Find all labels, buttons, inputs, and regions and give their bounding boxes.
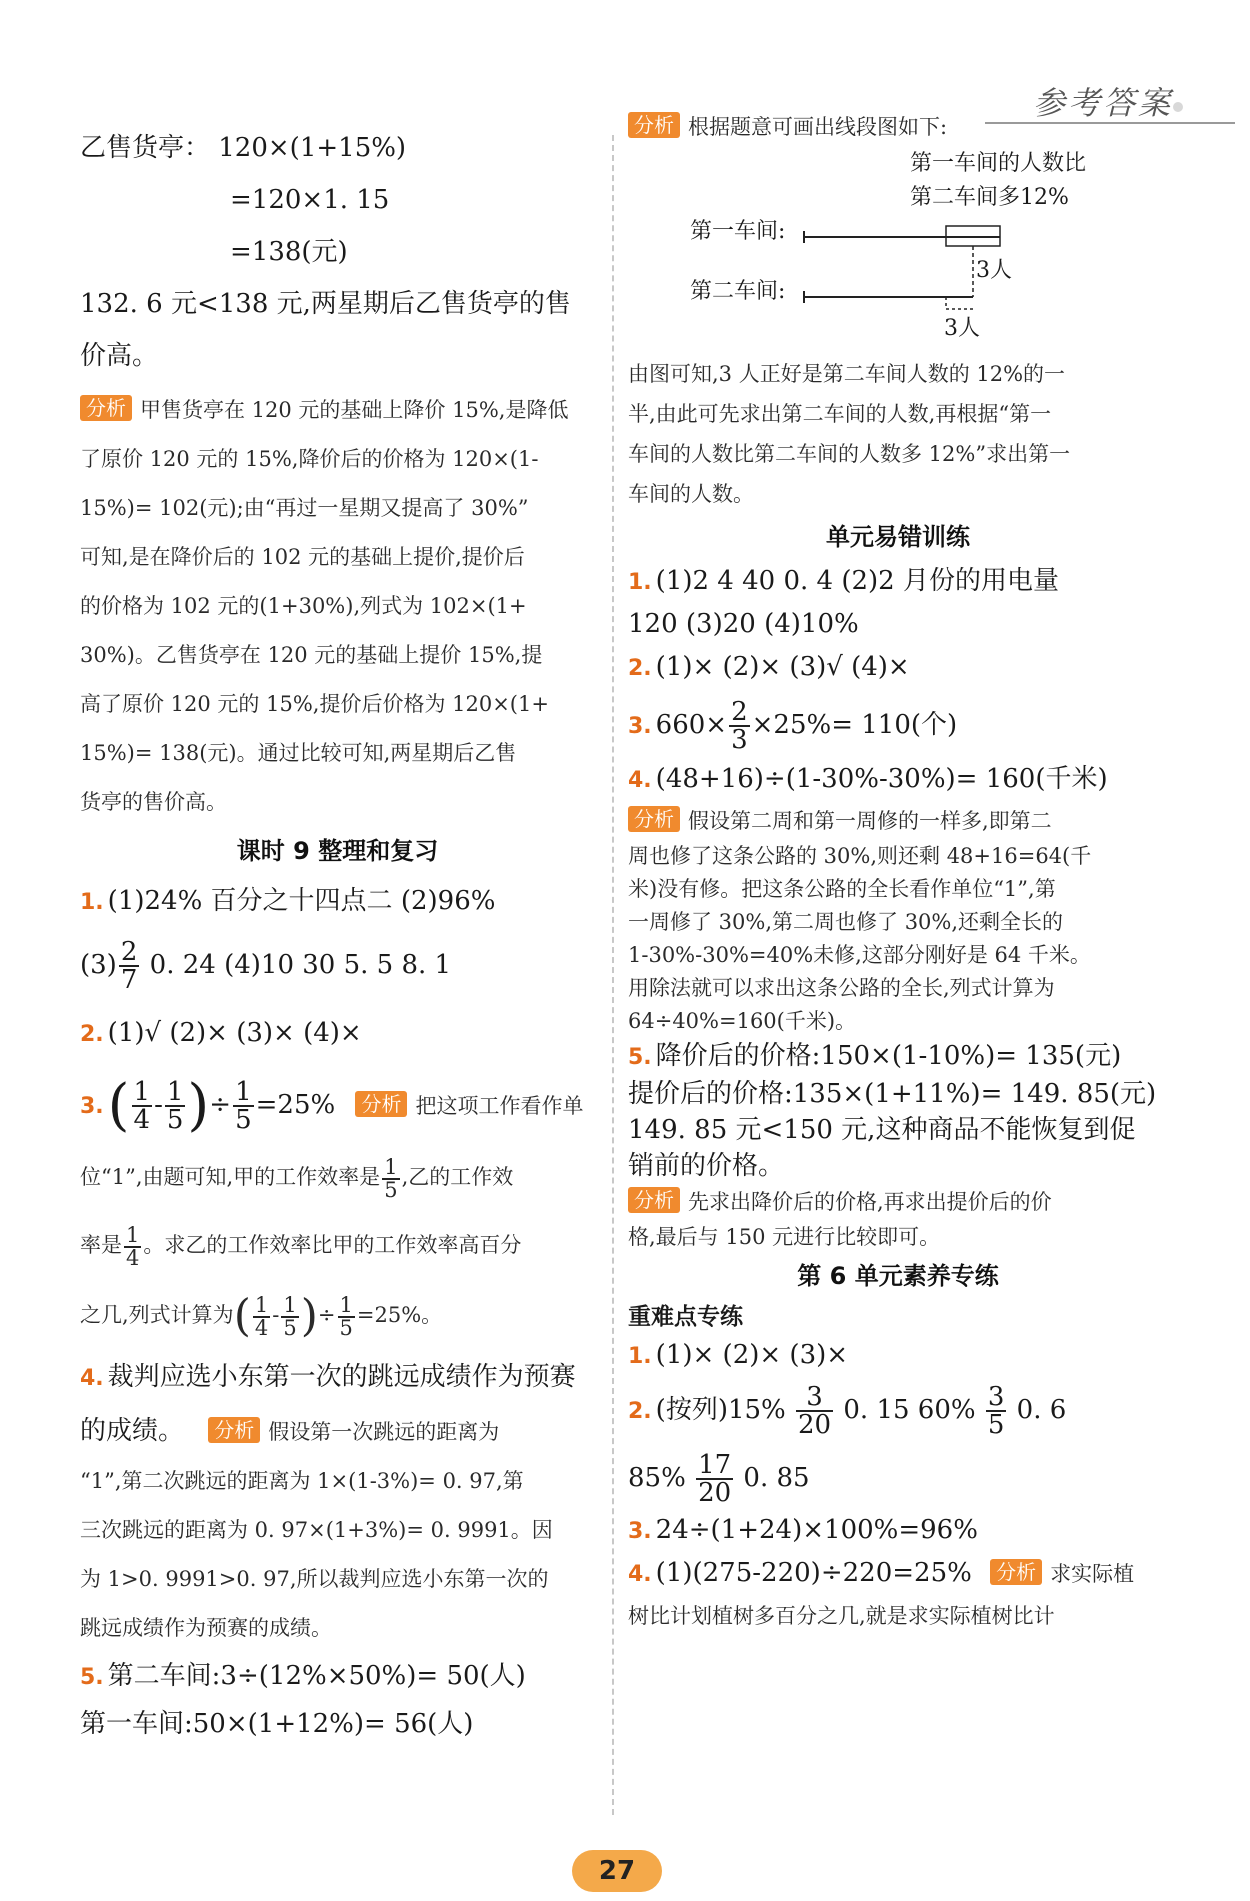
diagram-caption: 第二车间多12%	[910, 185, 1069, 210]
analysis-block	[80, 386, 595, 827]
analysis-line: 三次跳远的距离为 0. 97×(1+3%)= 0. 9991。因	[80, 1518, 553, 1542]
analysis-line: 15%)= 138(元)。通过比较可知,两星期后乙售	[80, 741, 517, 765]
answer-1-cont: (3) $\frac{2}{7}$ 0. 24 (4)10 30 5. 5 8. 1	[80, 937, 452, 995]
fraction: $\frac{1}{4}$	[133, 1077, 151, 1135]
segment-lines	[628, 146, 1048, 336]
answer-5: 5. 第二车间:3÷(12%×50%)= 50(人)	[80, 1661, 526, 1691]
conclusion-line: 132. 6 元<138 元,两星期后乙售货亭的售	[80, 289, 571, 319]
analysis-line: 1-30%-30%=40%未修,这部分刚好是 64 千米。	[628, 943, 1091, 967]
answer-3: 3. 24÷(1+24)×100%=96%	[628, 1515, 978, 1545]
question-number: 2.	[80, 1022, 104, 1047]
analysis-intro: 分析 根据题意可画出线段图如下:	[628, 108, 1168, 146]
analysis-line: 甲售货亭在 120 元的基础上降价 15%,是降低	[140, 398, 569, 422]
analysis-line: 15%)= 102(元);由“再过一星期又提高了 30%”	[80, 496, 529, 520]
answer-1: 1. (1)24% 百分之十四点二 (2)96%	[80, 886, 496, 916]
analysis-line: 树比计划植树多百分之几,就是求实际植树比计	[628, 1604, 1055, 1628]
analysis-line: 位“1”,由题可知,甲的工作效率是 $\frac{1}{5}$ ,乙的工作效	[80, 1154, 514, 1202]
answer-5-cont: 提价后的价格:135×(1+11%)= 149. 85(元)	[628, 1079, 1157, 1109]
left-column	[80, 122, 595, 1747]
analysis-line: “1”,第二次跳远的距离为 1×(1-3%)= 0. 97,第	[80, 1469, 524, 1493]
analysis-badge: 分析	[208, 1417, 260, 1443]
answer-5-cont: 149. 85 元<150 元,这种商品不能恢复到促	[628, 1115, 1136, 1145]
analysis-badge: 分析	[628, 112, 680, 138]
analysis-badge: 分析	[628, 1187, 680, 1213]
analysis-line: 之几,列式计算为( $\frac{1}{4}$ - $\frac{1}{5}$ )÷ $\frac{1}{5}$ =25%。	[80, 1290, 443, 1342]
analysis-badge: 分析	[355, 1091, 407, 1117]
analysis-line: 高了原价 120 元的 15%,提价后价格为 120×(1+	[80, 692, 549, 716]
analysis-line: 分析 先求出降价后的价格,再求出提价后的价	[628, 1184, 1168, 1220]
analysis-line: 分析 假设第二周和第一周修的一样多,即第二	[628, 802, 1168, 840]
answer-4: 4. 裁判应选小东第一次的跳远成绩作为预赛	[80, 1362, 576, 1392]
diagram-label: 第二车间:	[690, 279, 786, 304]
column-divider	[612, 135, 614, 1815]
answer-4: 4. (48+16)÷(1-30%-30%)= 160(千米)	[628, 764, 1108, 794]
section-title: 第 6 单元素养专练	[797, 1262, 999, 1290]
analysis-badge: 分析	[80, 395, 132, 421]
page-number: 27	[572, 1850, 662, 1892]
question-number: 5.	[80, 1665, 104, 1690]
section-title: 课时 9 整理和复习	[236, 837, 439, 865]
analysis-badge: 分析	[628, 806, 680, 832]
analysis-line: 货亭的售价高。	[80, 790, 227, 814]
fraction: $\frac{3}{5}$	[987, 1382, 1005, 1440]
fraction: $\frac{1}{5}$	[339, 1292, 353, 1340]
fraction: $\frac{2}{3}$	[731, 697, 748, 755]
analysis-line: 30%)。乙售货亭在 120 元的基础上提价 15%,提	[80, 643, 543, 667]
diagram-label: 第一车间:	[690, 219, 786, 244]
fraction: $\frac{1}{5}$	[166, 1077, 184, 1135]
fraction: $\frac{1}{4}$	[126, 1222, 140, 1270]
right-column	[628, 108, 1168, 1633]
analysis-line: 率是 $\frac{1}{4}$ 。求乙的工作效率比甲的工作效率高百分	[80, 1222, 522, 1270]
fraction: $\frac{1}{4}$	[254, 1292, 269, 1340]
answer-2: 2. (1)× (2)× (3)√ (4)×	[628, 652, 910, 682]
analysis-line: 一周修了 30%,第二周也修了 30%,还剩全长的	[628, 910, 1064, 934]
answer-1: 1. (1)× (2)× (3)×	[628, 1340, 849, 1370]
answer-1-cont: 120 (3)20 (4)10%	[628, 609, 859, 639]
analysis-line: 用除法就可以求出这条公路的全长,列式计算为	[628, 976, 1055, 1000]
fraction: $\frac{1}{5}$	[283, 1292, 297, 1340]
header-decoration	[1173, 102, 1183, 112]
section-title: 单元易错训练	[826, 523, 970, 551]
fraction: $\frac{1}{5}$	[235, 1077, 252, 1135]
calc-line: 乙售货亭： 120×(1+15%)	[80, 133, 407, 163]
analysis-line: 64÷40%=160(千米)。	[628, 1009, 857, 1033]
diagram-explanation: 由图可知,3 人正好是第二车间人数的 12%的一 半,由此可先求出第二车间的人数,再根据“第一 车间的人数比第二车间的人数多 12%”求出第一 车间的人数。	[628, 362, 1071, 506]
answer-5-cont: 第一车间:50×(1+12%)= 56(人)	[80, 1709, 474, 1739]
answer-5: 5. 降价后的价格:150×(1-10%)= 135(元)	[628, 1041, 1122, 1071]
fraction: $\frac{3}{20}$	[798, 1382, 832, 1440]
analysis-line: 跳远成绩作为预赛的成绩。	[80, 1616, 332, 1640]
question-number: 3.	[80, 1094, 104, 1119]
conclusion-line: 价高。	[80, 341, 159, 371]
calc-line: =120×1. 15	[230, 185, 390, 215]
question-number: 4.	[80, 1366, 104, 1391]
analysis-badge: 分析	[990, 1559, 1042, 1585]
fraction: $\frac{2}{7}$	[120, 937, 138, 995]
analysis-line: 米)没有修。把这条公路的全长看作单位“1”,第	[628, 877, 1056, 901]
question-number: 1.	[80, 890, 104, 915]
answer-2-cont: 85% $\frac{17}{20}$ 0. 85	[628, 1450, 810, 1508]
fraction: $\frac{17}{20}$	[698, 1450, 732, 1508]
analysis-line: 格,最后与 150 元进行比较即可。	[628, 1225, 941, 1249]
analysis-line: 周也修了这条公路的 30%,则还剩 48+16=64(千	[628, 844, 1092, 868]
header-title: 参考答案	[1032, 84, 1173, 122]
answer-5-cont: 销前的价格。	[628, 1151, 785, 1181]
analysis-line: 了原价 120 元的 15%,降价后的价格为 120×(1-	[80, 447, 539, 471]
answer-4-cont: 的成绩。 分析 假设第一次跳远的距离为	[80, 1416, 500, 1446]
analysis-line: 为 1>0. 9991>0. 97,所以裁判应选小东第一次的	[80, 1567, 549, 1591]
diagram-gap: 3人	[944, 316, 980, 341]
line-segment-diagram	[628, 146, 1168, 341]
calc-line: =138(元)	[230, 237, 348, 267]
answer-1: 1. (1)2 4 40 0. 4 (2)2 月份的用电量	[628, 566, 1059, 596]
analysis-line: 可知,是在降价后的 102 元的基础上提价,提价后	[80, 545, 525, 569]
answer-2: 2. (按列)15% $\frac{3}{20}$ 0. 15 60% $\frac{3}{5}$ 0. 6	[628, 1382, 1067, 1440]
analysis-line: 的价格为 102 元的(1+30%),列式为 102×(1+	[80, 594, 527, 618]
answer-3: 3.( $\frac{1}{4}$ - $\frac{1}{5}$ )÷ $\frac{1}{5}$ =25% 分析 把这项工作看作单	[80, 1073, 584, 1138]
answer-4: 4. (1)(275-220)÷220=25% 分析 求实际植	[628, 1558, 1135, 1588]
fraction: $\frac{1}{5}$	[384, 1154, 398, 1202]
answer-3: 3. 660× $\frac{2}{3}$ ×25%= 110(个)	[628, 697, 958, 755]
answer-2: 2. (1)√ (2)× (3)× (4)×	[80, 1018, 362, 1048]
sub-title: 重难点专练	[628, 1304, 743, 1330]
diagram-gap: 3人	[976, 258, 1012, 283]
diagram-caption: 第一车间的人数比	[910, 151, 1087, 176]
